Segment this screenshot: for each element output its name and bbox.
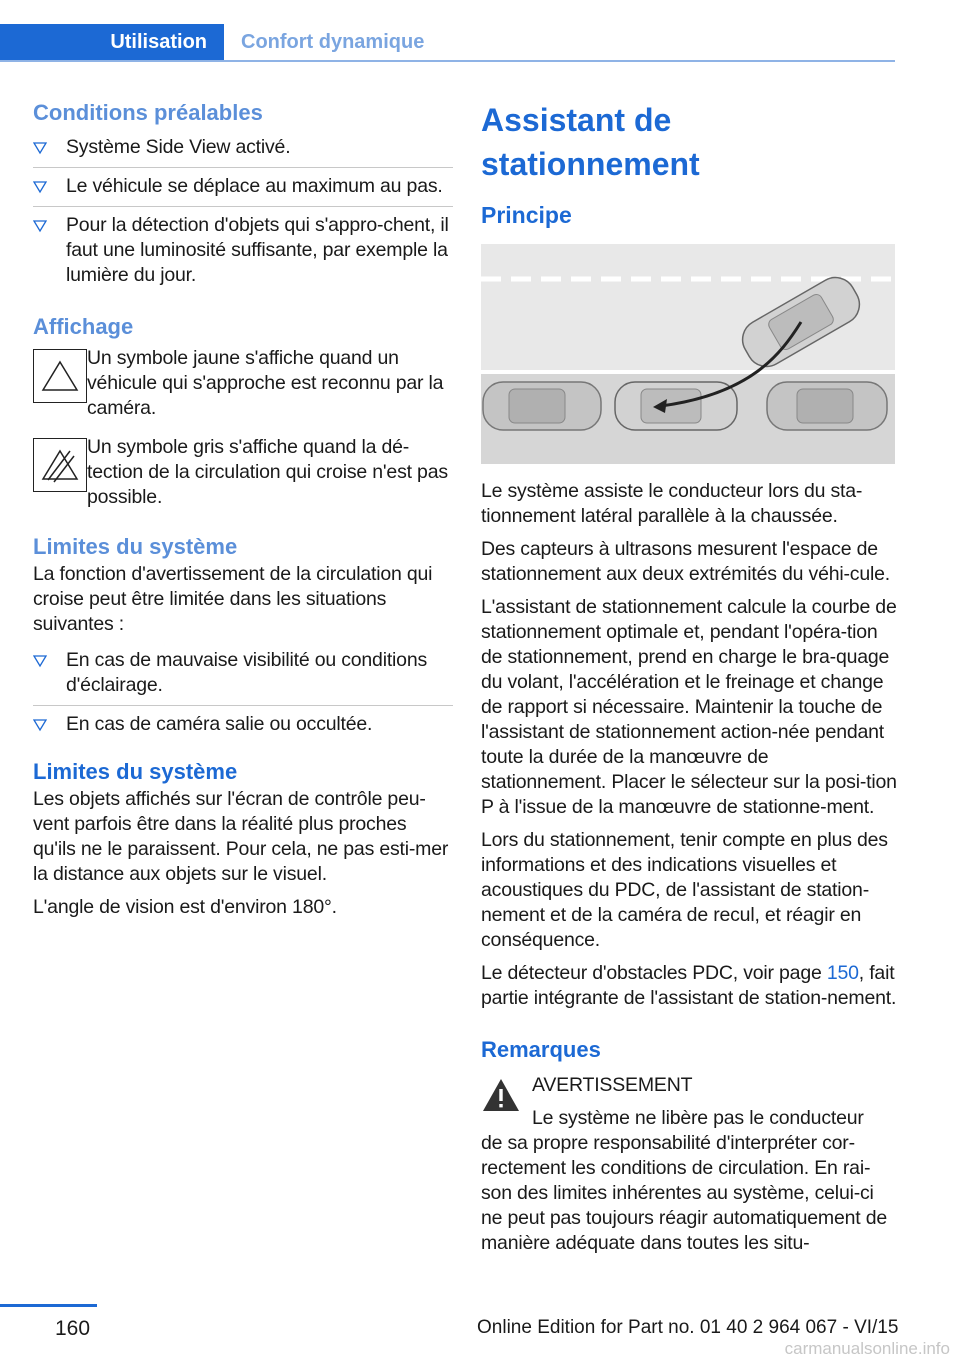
bullet-triangle-icon <box>33 180 47 194</box>
bullet-triangle-icon <box>33 718 47 732</box>
principle-para-1: Le système assiste le conducteur lors du sta-tionnement latéral parallèle à la chaussée. <box>481 480 863 527</box>
prereq-list <box>33 133 453 288</box>
parking-diagram <box>481 244 895 464</box>
parked-car-right <box>767 382 887 430</box>
para5-before: Le détecteur d'obstacles PDC, voir page <box>481 962 827 984</box>
limits-text-1: La fonction d'avertissement de la circulation qui croise peut être limitée dans les situations suivantes : <box>33 563 433 635</box>
symbol-yellow-row <box>33 346 453 421</box>
limits-text-2: Les objets affichés sur l'écran de contrôle peu-vent parfois être dans la réalité plus proches qu'ils ne le paraissent. Pour cela, ne pas esti-mer la distance aux objets sur le visuel. <box>33 788 449 885</box>
list-item <box>33 168 453 206</box>
right-column <box>481 98 897 1256</box>
remarks-heading: Remarques <box>481 1037 601 1062</box>
angle-text: L'angle de vision est d'environ 180°. <box>33 896 337 918</box>
symbol-yellow-text: Un symbole jaune s'affiche quand un véhicule qui s'approche est reconnu par la caméra. <box>87 347 444 419</box>
symbol-grey-text: Un symbole gris s'affiche quand la dé-tection de la circulation qui croise n'est pas possible. <box>87 436 448 508</box>
principle-heading: Principe <box>481 202 572 228</box>
page-header <box>0 0 895 62</box>
page-number: 160 <box>55 1317 91 1340</box>
warning-triangle-icon <box>40 358 80 394</box>
watermark: carmanualsonline.info <box>784 1339 950 1358</box>
tab-confort-dynamique[interactable]: Confort dynamique <box>241 31 425 53</box>
prereq-heading: Conditions préalables <box>33 100 263 125</box>
list-item-text: Pour la détection d'objets qui s'appro-chent, il faut une luminosité suffisante, par exemple la lumière du jour. <box>66 214 449 286</box>
list-item-text: En cas de caméra salie ou occultée. <box>66 713 373 735</box>
section-title: Assistant de stationnement <box>481 102 700 182</box>
crossed-triangle-icon <box>40 447 80 483</box>
tab-utilisation[interactable]: Utilisation <box>0 24 224 61</box>
footer-line <box>0 1304 97 1307</box>
bullet-triangle-icon <box>33 219 47 233</box>
limits-heading-1: Limites du système <box>33 534 238 559</box>
warning-sign-icon <box>481 1077 521 1113</box>
parked-car-left <box>483 382 601 430</box>
online-edition: Online Edition for Part no. 01 40 2 964 067 - VI/15 <box>477 1317 899 1338</box>
bullet-triangle-icon <box>33 141 47 155</box>
para5-after: , fait partie intégrante de l'assistant de station-nement. <box>481 962 897 1009</box>
principle-para-3: L'assistant de stationnement calcule la courbe de stationnement optimale et, pendant l'opéra-tion de stationnement, prend en charge le bra-quage du volant, l'accélération et le freinage et change de rapport si nécessaire. Maintenir la touche de l'assistant de stationnement action-née pendant toute la durée de la manœuvre de stationnement. Placer le sélecteur sur la posi-tion P à l'issue de la manœuvre de stationne-ment. <box>481 596 897 818</box>
symbol-grey-row <box>33 435 453 510</box>
page-link[interactable]: 150 <box>826 962 859 984</box>
principle-para-2: Des capteurs à ultrasons mesurent l'espace de stationnement aux deux extrémités du véhi-cule. <box>481 538 890 585</box>
warning-title: AVERTISSEMENT <box>532 1074 693 1096</box>
list-item-text: En cas de mauvaise visibilité ou conditions d'éclairage. <box>66 649 428 696</box>
symbol-box <box>33 349 87 403</box>
warning-block <box>481 1073 897 1131</box>
list-item <box>33 207 453 288</box>
header-divider <box>0 60 895 62</box>
left-column <box>33 98 453 920</box>
list-item <box>33 646 453 705</box>
list-item <box>33 706 453 737</box>
limits-list <box>33 646 453 737</box>
display-heading: Affichage <box>33 314 134 339</box>
target-car <box>615 382 737 430</box>
warning-text: de sa propre responsabilité d'interpréter cor-rectement les conditions de circulation. En rai-son des limites inhérentes au système, celui-ci ne peut pas toujours réagir automatiquement de manière adéquate dans toutes les situ- <box>481 1132 887 1254</box>
list-item <box>33 133 453 167</box>
list-item-text: Le véhicule se déplace au maximum au pas. <box>66 175 443 197</box>
symbol-box <box>33 438 87 492</box>
list-item-text: Système Side View activé. <box>66 136 291 158</box>
warning-first-line: Le système ne libère pas le conducteur <box>532 1107 864 1129</box>
bullet-triangle-icon <box>33 654 47 668</box>
limits-heading-2: Limites du système <box>33 759 238 784</box>
principle-para-5 <box>481 961 897 1011</box>
principle-para-4: Lors du stationnement, tenir compte en plus des informations et des indications visuelles et acoustiques du PDC, de l'assistant de station-nement et de la caméra de recul, et réagir en conséquence. <box>481 829 888 951</box>
